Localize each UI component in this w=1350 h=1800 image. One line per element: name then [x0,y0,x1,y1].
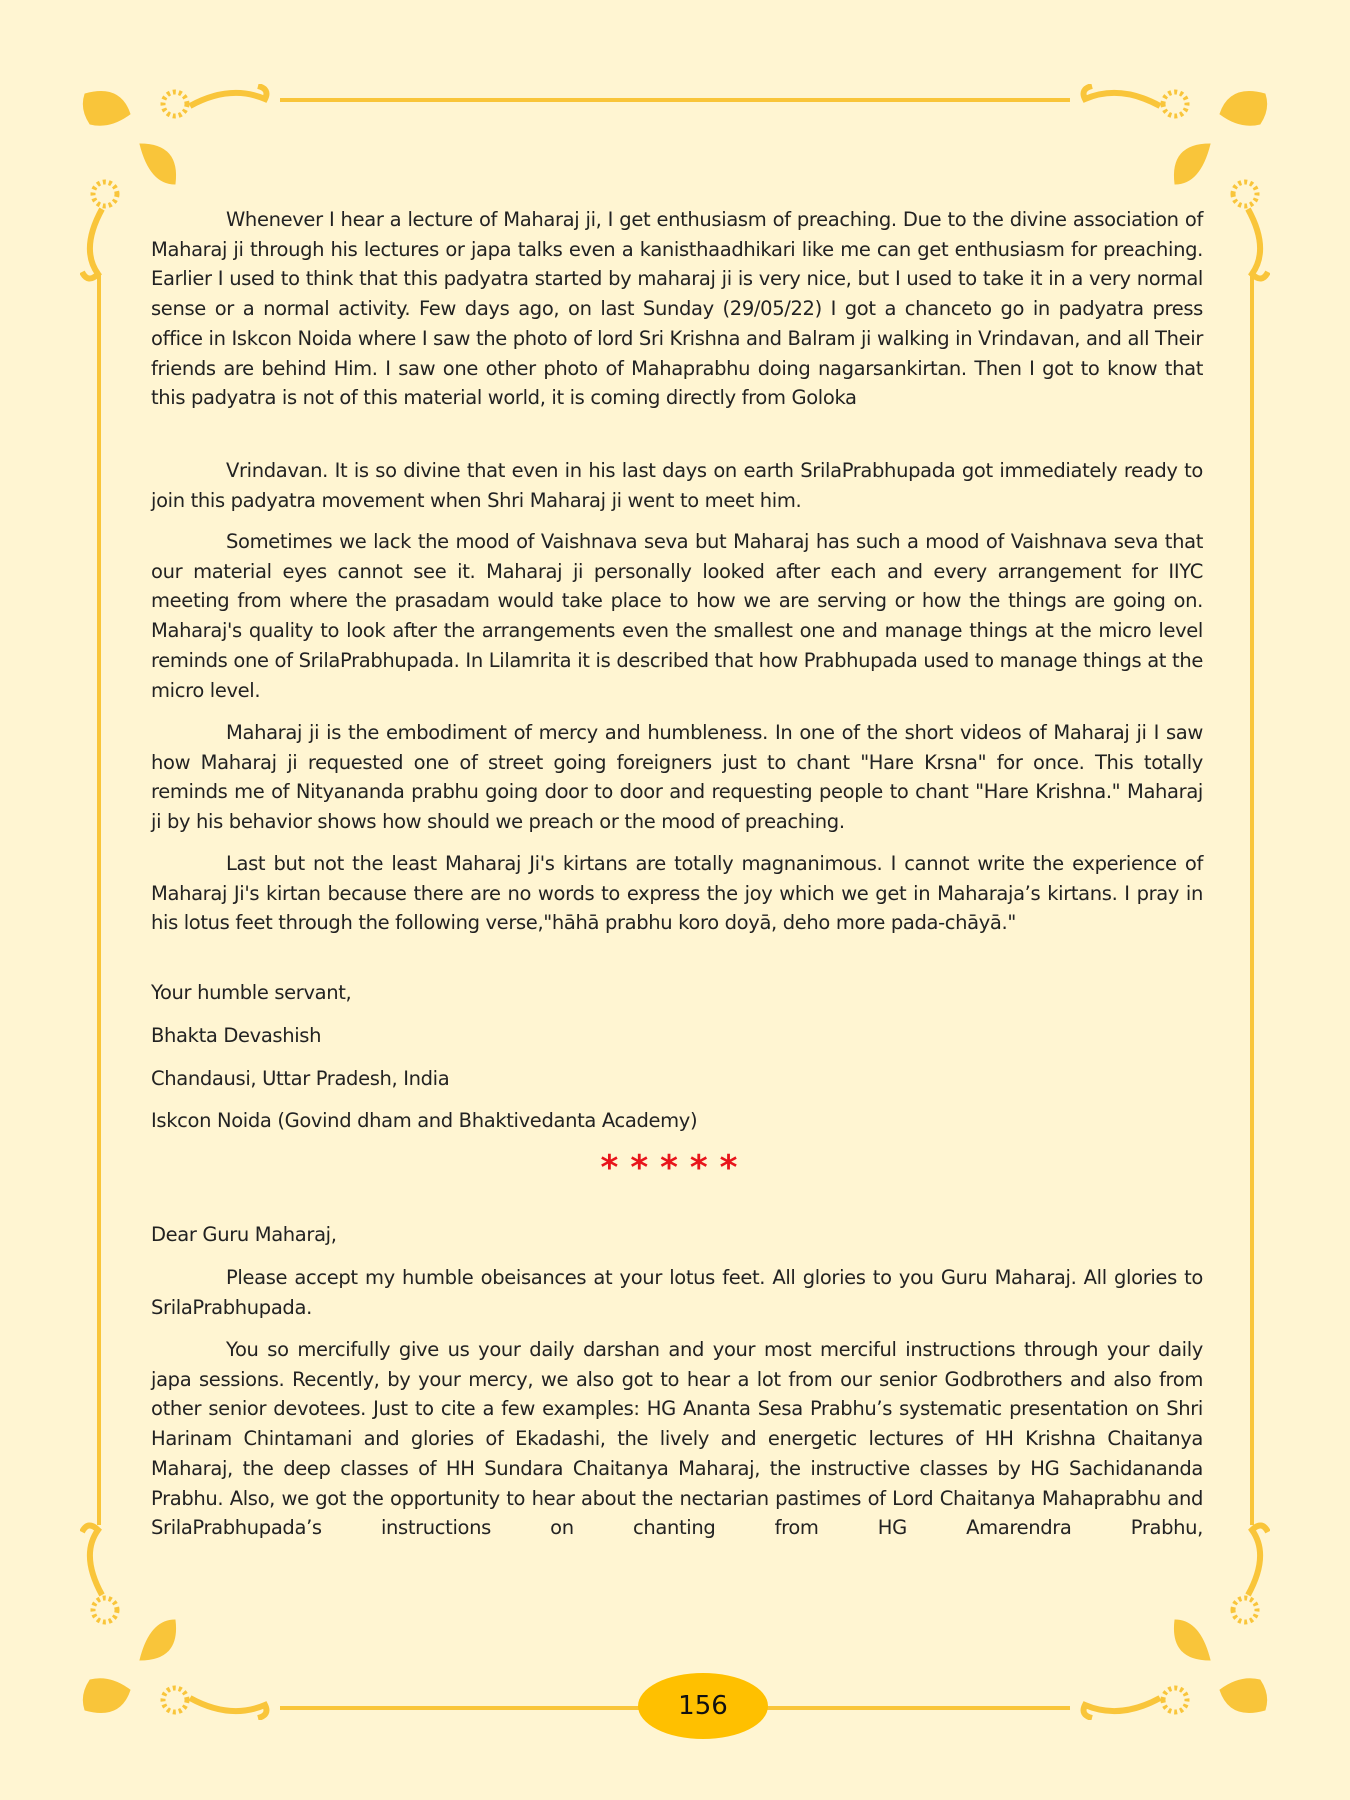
corner-ornament-icon [1070,1520,1270,1720]
letter-1-paragraph: Vrindavan. It is so divine that even in his last days on earth SrilaPrabhupada got immediately ready to join this padyatra movement when Shri Maharaj ji went to meet him. [151,459,1203,512]
frame-right-line [1250,275,1254,1525]
signature-name: Bhakta Devashish [151,1024,322,1047]
signature-place: Chandausi, Uttar Pradesh, India [151,1067,450,1090]
signature-temple: Iskcon Noida (Govind dham and Bhaktivedanta Academy) [151,1109,698,1132]
salutation: Dear Guru Maharaj, [151,1223,337,1246]
frame-bottom-line-left [280,1706,640,1710]
frame-left-line [97,275,101,1525]
letter-1-paragraph: Maharaj ji is the embodiment of mercy and humbleness. In one of the short videos of Maharaj ji I saw how Maharaj ji requested one of street going foreigners just to chant "Hare Krsna" for once. This totally reminds me of Nityananda prabhu going door to door and requesting people to chant "Hare Krishna." Maharaj ji by his behavior shows how should we preach or the mood of preaching. [151,721,1203,834]
letter-1-paragraph: Last but not the least Maharaj Ji's kirtans are totally magnanimous. I cannot write the experience of Maharaj Ji's kirtan because there are no words to express the joy which we get in Maharaja’s kirtans. I pray in his lotus feet through the following verse,"hāhā prabhu koro doyā, deho more pada-chāyā." [151,852,1203,935]
page-number-badge [638,1673,768,1739]
frame-top-line [280,98,1070,102]
signature-closing: Your humble servant, [151,981,352,1004]
corner-ornament-icon [80,1520,280,1720]
letter-1-paragraph: Sometimes we lack the mood of Vaishnava seva but Maharaj has such a mood of Vaishnava seva that our material eyes cannot see it. Maharaj ji personally looked after each and every arrangement for IIYC meeting from where the prasadam would take place to how we are serving or how the things are going on. Maharaj's quality to look after the arrangements even the smallest one and manage things at the micro level reminds one of SrilaPrabhupada. In Lilamrita it is described that how Prabhupada used to manage things at the micro level. [151,530,1203,702]
letter-2-paragraph: Please accept my humble obeisances at your lotus feet. All glories to you Guru Maharaj. All glories to SrilaPrabhupada. [151,1266,1203,1319]
letter-2-paragraph: You so mercifully give us your daily darshan and your most merciful instructions through your daily japa sessions. Recently, by your mercy, we also got to hear a lot from our senior Godbrothers and also from other senior devotees. Just to cite a few examples: HG Ananta Sesa Prabhu’s systematic presentation on Shri Harinam Chintamani and glories of Ekadashi, the lively and energetic lectures of HH Krishna Chaitanya Maharaj, the deep classes of HH Sundara Chaitanya Maharaj, the instructive classes by HG Sachidananda Prabhu. Also, we got the opportunity to hear about the nectarian pastimes of Lord Chaitanya Mahaprabhu and SrilaPrabhupada’s instructions on chanting from HG Amarendra Prabhu, [151,1338,1203,1540]
page-number: 156 [678,1691,728,1721]
frame-bottom-line-right [766,1706,1070,1710]
separator-stars: ***** [600,1148,750,1188]
letter-1-paragraph: Whenever I hear a lecture of Maharaj ji, I get enthusiasm of preaching. Due to the divine association of Maharaj ji through his lectures or japa talks even a kanisthaadhikari like me can get enthusiasm for preaching. Earlier I used to think that this padyatra started by maharaj ji is very nice, but I used to take it in a very normal sense or a normal activity. Few days ago, on last Sunday (29/05/22) I got a chanceto go in padyatra press office in Iskcon Noida where I saw the photo of lord Sri Krishna and Balram ji walking in Vrindavan, and all Their friends are behind Him. I saw one other photo of Mahaprabhu doing nagarsankirtan. Then I got to know that this padyatra is not of this material world, it is coming directly from Goloka [151,208,1203,410]
